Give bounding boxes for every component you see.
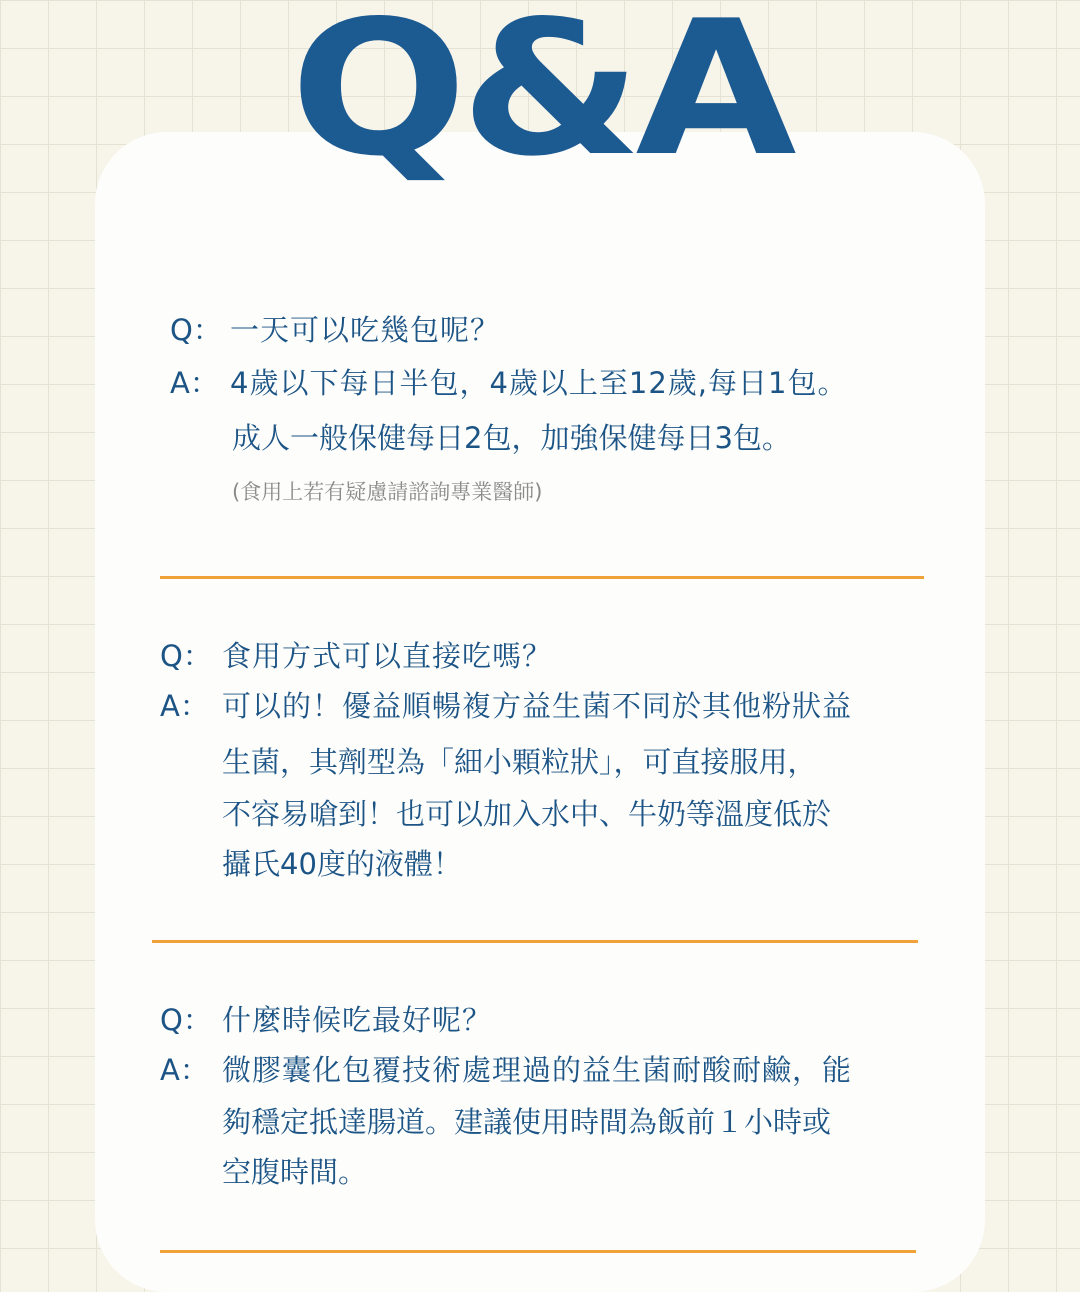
answer-line: 攝氏40度的液體！	[222, 847, 462, 881]
answer-line: 可以的！優益順暢複方益生菌不同於其他粉狀益	[222, 689, 853, 723]
q-label: Q：	[160, 1003, 212, 1037]
question-row	[160, 1003, 493, 1037]
a-label: A：	[160, 689, 209, 723]
answer-line: 不容易嗆到！也可以加入水中、牛奶等溫度低於	[222, 797, 832, 831]
question-row	[170, 313, 501, 347]
answer-line: 夠穩定抵達腸道。建議使用時間為飯前１小時或	[222, 1105, 832, 1139]
question-text: 一天可以吃幾包呢？	[230, 313, 501, 347]
question-text: 什麼時候吃最好呢？	[222, 1003, 493, 1037]
answer-line: 微膠囊化包覆技術處理過的益生菌耐酸耐鹼，能	[222, 1053, 853, 1087]
a-label: A：	[170, 366, 219, 400]
note-text: (食用上若有疑慮請諮詢專業醫師)	[232, 480, 543, 504]
answer-line: 4歲以下每日半包，4歲以上至12歲,每日1包。	[230, 366, 848, 400]
question-row	[160, 639, 553, 673]
answer-row	[160, 689, 853, 723]
divider-1	[160, 576, 924, 579]
answer-line: 生菌，其劑型為「細小顆粒狀」，可直接服用，	[222, 745, 817, 779]
divider-2	[152, 940, 918, 943]
answer-line: 成人一般保健每日2包，加強保健每日3包。	[232, 421, 791, 455]
answer-line: 空腹時間。	[222, 1155, 368, 1189]
a-label: A：	[160, 1053, 209, 1087]
question-text: 食用方式可以直接吃嗎？	[222, 639, 553, 673]
q-label: Q：	[160, 639, 212, 673]
q-label: Q：	[170, 313, 222, 347]
answer-row	[160, 1053, 853, 1087]
answer-row	[170, 366, 848, 400]
divider-3	[160, 1250, 916, 1253]
page-title: Q&A	[290, 0, 790, 197]
